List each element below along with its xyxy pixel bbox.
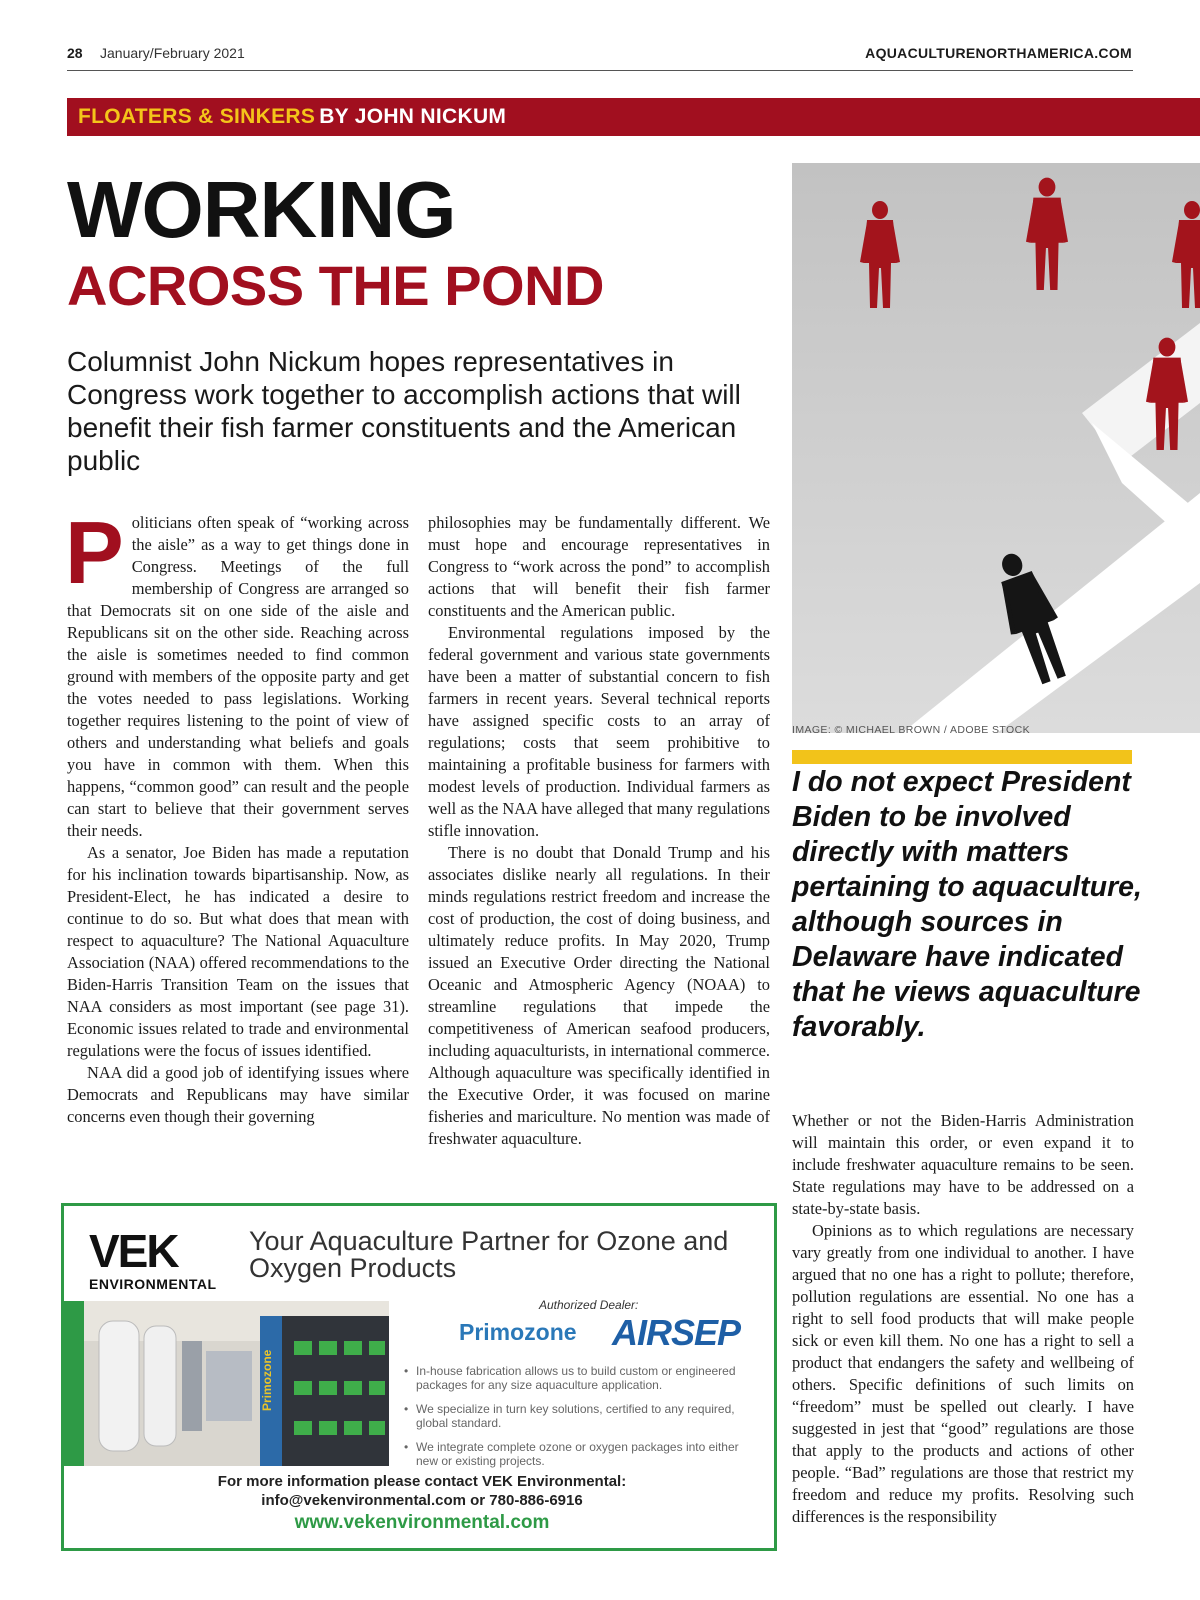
page-number: 28 <box>67 45 83 61</box>
pull-quote-bar <box>792 750 1132 764</box>
section-banner <box>67 98 1200 136</box>
pull-quote: I do not expect President Biden to be involved directly with matters pertaining to aquaculture, although sources in Delaware have indicated that he views aquaculture favorably. <box>792 766 1142 1043</box>
header-rule <box>67 70 1133 71</box>
headline-line1: WORKING <box>67 165 456 254</box>
ad-bullet: • We integrate complete ozone or oxygen packages into either new or existing projects. <box>402 1440 757 1468</box>
website-header: AQUACULTURENORTHAMERICA.COM <box>865 45 1132 61</box>
equipment-photo <box>64 1301 389 1466</box>
ad-contact <box>64 1472 777 1510</box>
paragraph-text: oliticians often speak of “working across the aisle” as a way to get things done in Congress. Meetings of the full membership of Congress are arranged so that Democrats sit on one side of the aisle and Republicans sit on the other side. Reaching across the aisle is sometimes needed to find common ground with members of the opposite party and get the votes needed to pass legislations. Working together requires listening to the point of view of others and understanding what beliefs and goals you have in common with them. When this happens, “common good” can result and the people can start to believe that their government serves their needs. <box>67 513 409 840</box>
drop-cap: P <box>65 503 124 602</box>
photo-primozone-label: Primozone <box>260 1349 274 1411</box>
article-column-1 <box>65 503 409 1128</box>
article-paragraph: There is no doubt that Donald Trump and his associates dislike nearly all regulations. In their minds regulations restrict freedom and increase the cost of production, the cost of doing business, and ultimately reduce profits. In May 2020, Trump issued an Executive Order directing the National Oceanic and Atmospheric Agency (NOAA) to streamline regulations that impede the competitiveness of American seafood producers, including aquaculturists, in international commerce. Although aquaculture was specifically identified in the Executive Order, it was focused on marine fisheries and mariculture. No mention was made of freshwater aquaculture. <box>428 843 770 1148</box>
article-paragraph: As a senator, Joe Biden has made a reputation for his inclination towards bipartisanship. Now, as President-Elect, he has indicated a desire to continue to do so. But what does that mean with respect to aquaculture? The National Aquaculture Association (NAA) offered recommendations to the Biden-Harris Transition Team on the issues that NAA considers as most important (see page 31). Economic issues related to trade and environmental regulations were the focus of issues identified. <box>67 843 409 1060</box>
ad-contact-line1: For more information please contact VEK Environmental: <box>217 1473 627 1490</box>
article-paragraph <box>65 503 409 842</box>
ad-website-link[interactable]: www.vekenvironmental.com <box>294 1512 550 1533</box>
article-paragraph: Whether or not the Biden-Harris Administration will maintain this order, or even expand it to include freshwater aquaculture remains to be seen. State regulations may have to be addressed on a state-by-state basis. <box>792 1111 1134 1218</box>
article-paragraph: Environmental regulations imposed by the federal government and various state governments have been a matter of substantial concern to fish farmers in recent years. Several technical reports have assigned specific costs to an array of regulations; costs that seem prohibitive to maintaining a profitable business for farmers with modest levels of production. Individual farmers as well as the NAA have alleged that many regulations stifle innovation. <box>428 623 770 840</box>
article-paragraph: philosophies may be fundamentally different. We must hope and encourage representatives in Congress to “work across the pond” to accomplish actions that will benefit their fish farmer constituents and the American public. <box>428 513 770 620</box>
airsep-logo: AIRSEP <box>612 1312 741 1353</box>
article-paragraph: NAA did a good job of identifying issues where Democrats and Republicans may have similar concerns even though their governing <box>67 1063 409 1126</box>
deck: Columnist John Nickum hopes representatives in Congress work together to accomplish actions that will benefit their fish farmer constituents and the American public <box>67 346 741 476</box>
issue-date: January/February 2021 <box>100 45 245 61</box>
article-column-3 <box>792 1110 1134 1528</box>
article-column-2 <box>428 512 770 1150</box>
primozone-logo: Primozone <box>459 1319 577 1345</box>
authorized-dealer-label: Authorized Dealer: <box>539 1298 639 1312</box>
ad-headline: Your Aquaculture Partner for Ozone and Oxygen Products <box>249 1226 729 1283</box>
vek-logo-mark: VEK <box>89 1225 178 1277</box>
byline: BY JOHN NICKUM <box>319 105 507 128</box>
headline-line2: ACROSS THE POND <box>67 254 604 317</box>
vek-advertisement[interactable] <box>61 1203 777 1551</box>
ad-bullet: • In-house fabrication allows us to build custom or engineered packages for any size aquaculture application. <box>402 1364 757 1392</box>
ad-bullet-list <box>402 1364 757 1478</box>
image-credit: IMAGE: © MICHAEL BROWN / ADOBE STOCK <box>792 724 1031 736</box>
vek-logo <box>89 1225 217 1292</box>
section-name: FLOATERS & SINKERS <box>78 105 316 128</box>
article-paragraph: Opinions as to which regulations are necessary vary greatly from one individual to another. I have argued that no one has a right to pollute; therefore, pollution regulations are essential. No one has a right to sell food products that will make people sick or even kill them. No one has a right to sell a product that endangers the safety and wellbeing of others. Specific definitions of such limits on “freedom” must be spelled out clearly. I have suggested in jest that “good” regulations are those that apply to the products and actions of other people. “Bad” regulations are those that restrict my freedom and reduce my profits. Resolving such differences is the responsibility <box>792 1221 1134 1526</box>
business-people-illustration <box>792 163 1200 733</box>
ad-contact-line2[interactable]: info@vekenvironmental.com or 780-886-6916 <box>261 1492 583 1509</box>
ad-bullet: • We specialize in turn key solutions, certified to any required, global standard. <box>402 1402 757 1430</box>
vek-logo-subtitle: ENVIRONMENTAL <box>89 1276 217 1292</box>
